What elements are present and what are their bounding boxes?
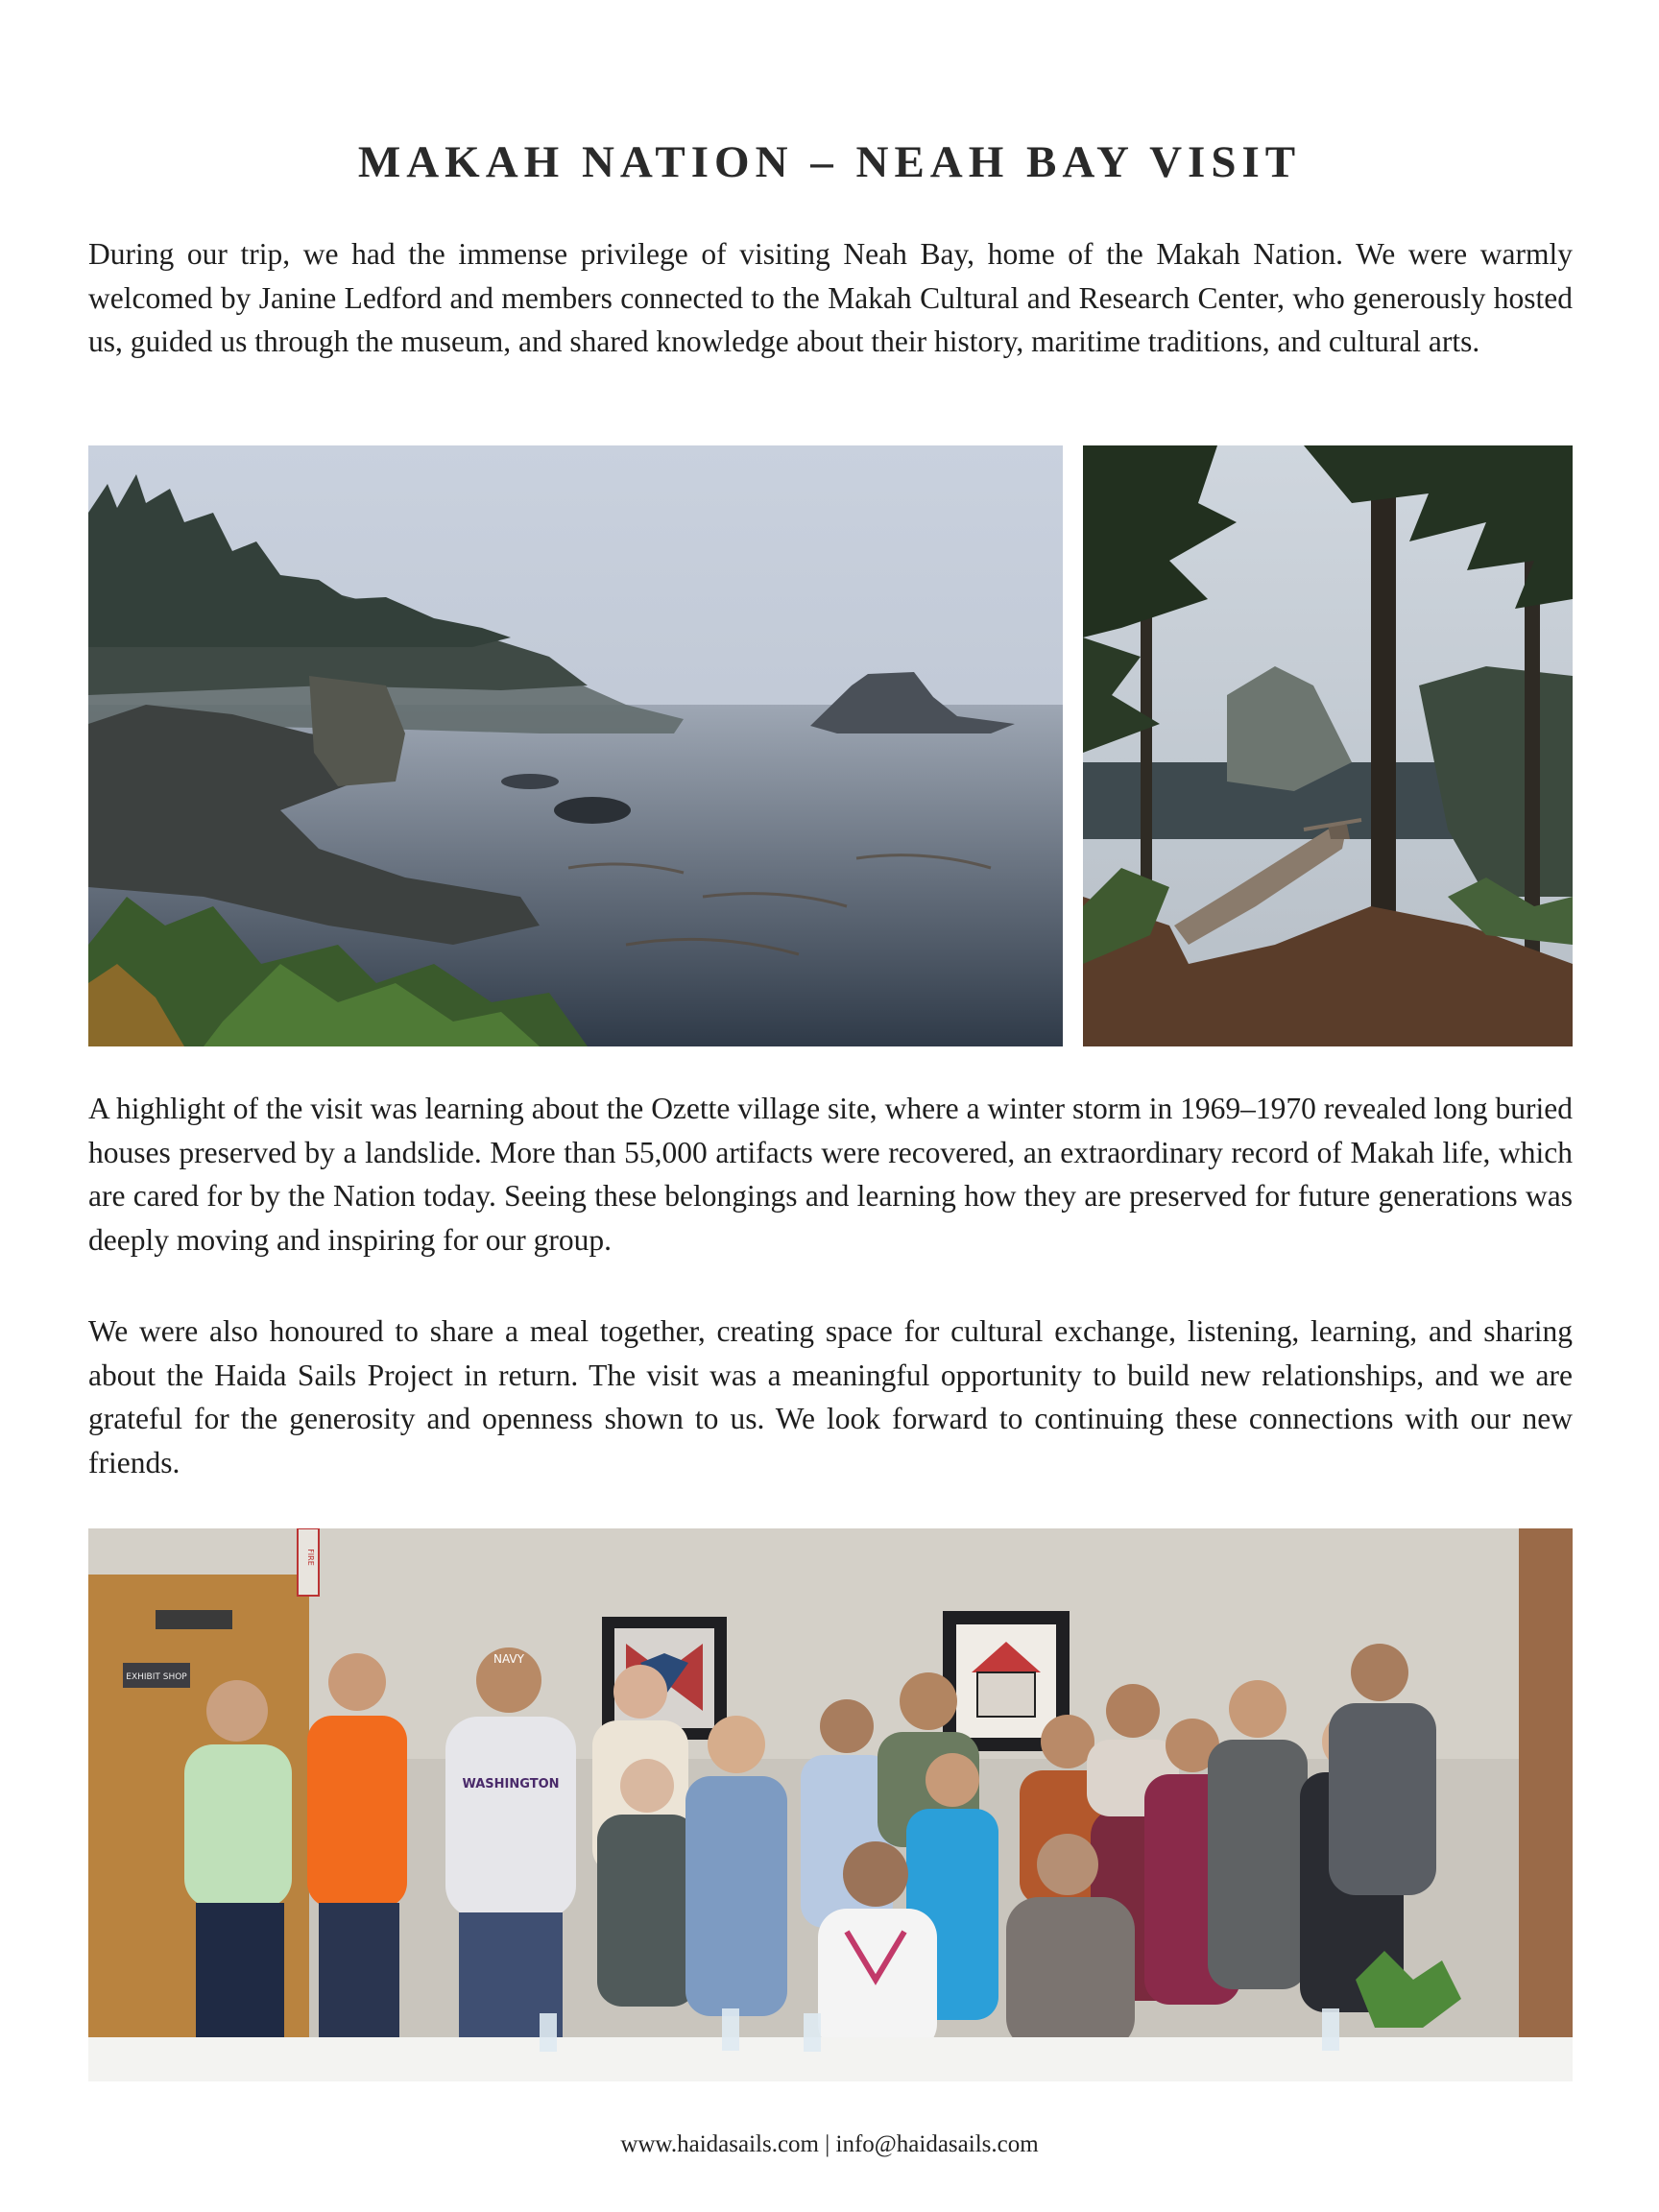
- boardwalk-photo: [1083, 445, 1573, 1046]
- fire-sign: FIRE: [306, 1549, 315, 1566]
- exhibit-shop-sign: EXHIBIT SHOP: [126, 1672, 187, 1682]
- sweatshirt-text: WASHINGTON: [462, 1777, 560, 1791]
- coastline-photo: [88, 445, 1063, 1046]
- meal-paragraph: We were also honoured to share a meal together, creating space for cultural exchange, listening, learning, and sharing about the Haida Sails Project in return. The visit was a meaningful opportunity to build new relationships, and we are grateful for the generosity and openness shown to us. We look forward to continuing these connections with our new friends.: [88, 1314, 1573, 1479]
- group-photo: [88, 1528, 1573, 2081]
- ozette-paragraph: A highlight of the visit was learning about the Ozette village site, where a winter storm in 1969–1970 revealed long buried houses preserved by a landslide. More than 55,000 artifacts were recovered, an extraordinary record of Makah life, which are cared for by the Nation today. Seeing these belongings and learning how they are preserved for future generations was deeply moving and inspiring for our group.: [88, 1092, 1573, 1257]
- footer-contact: www.haidasails.com | info@haidasails.com: [620, 2131, 1039, 2157]
- navy-cap-text: NAVY: [493, 1652, 524, 1666]
- page-title: MAKAH NATION – NEAH BAY VISIT: [357, 137, 1302, 187]
- intro-paragraph: During our trip, we had the immense privilege of visiting Neah Bay, home of the Makah Nation. We were warmly welcomed by Janine Ledford and members connected to the Makah Cultural and Research Center, who generously hosted us, guided us through the museum, and shared knowledge about their history, maritime traditions, and cultural arts.: [88, 237, 1573, 358]
